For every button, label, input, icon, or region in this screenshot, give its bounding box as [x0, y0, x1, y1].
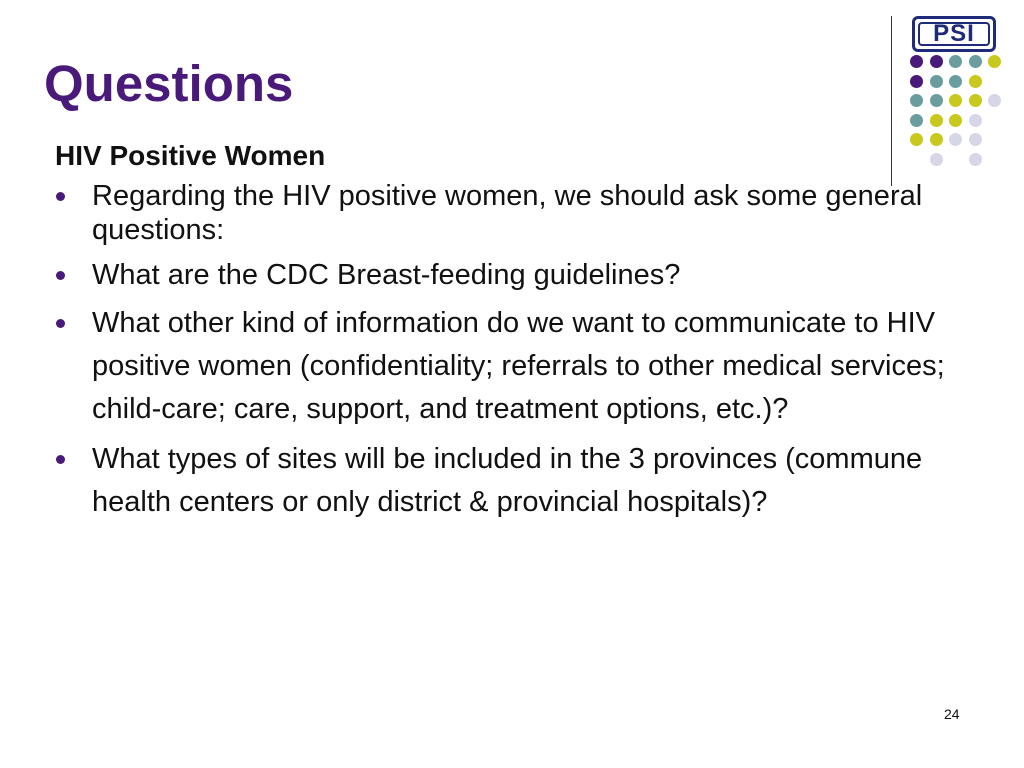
decorative-dot — [949, 75, 962, 88]
decorative-dot — [910, 75, 923, 88]
decorative-dot — [949, 55, 962, 68]
header-divider — [891, 16, 892, 186]
decorative-dot — [969, 114, 982, 127]
decorative-dot — [910, 94, 923, 107]
decorative-dot — [930, 114, 943, 127]
decorative-dot — [930, 153, 943, 166]
decorative-dot — [930, 133, 943, 146]
bullet-dot-icon — [56, 271, 65, 280]
decorative-dot — [910, 133, 923, 146]
decorative-dot — [969, 153, 982, 166]
bullet-dot-icon — [56, 319, 65, 328]
slide-title: Questions — [44, 55, 294, 112]
section-heading: HIV Positive Women — [55, 140, 326, 171]
bullet-dot-icon — [56, 192, 65, 201]
decorative-dot — [910, 55, 923, 68]
decorative-dot — [969, 94, 982, 107]
bullet-text: What are the CDC Breast-feeding guidelines? — [92, 259, 681, 291]
bullet-text: Regarding the HIV positive women, we should ask some general questions: — [92, 180, 923, 246]
decorative-dot — [949, 94, 962, 107]
decorative-dot — [930, 94, 943, 107]
decorative-dot-grid — [910, 55, 1010, 165]
page-number: 24 — [944, 706, 960, 722]
decorative-dot — [949, 133, 962, 146]
bullet-item — [54, 302, 954, 431]
psi-logo-text: PSI — [918, 22, 990, 46]
decorative-dot — [988, 94, 1001, 107]
decorative-dot — [969, 133, 982, 146]
decorative-dot — [988, 55, 1001, 68]
decorative-dot — [969, 75, 982, 88]
decorative-dot — [949, 114, 962, 127]
decorative-dot — [930, 55, 943, 68]
bullet-item — [54, 179, 954, 247]
bullet-text: What types of sites will be included in the 3 provinces (commune health centers or only district & provincial hospitals)? — [92, 443, 923, 518]
decorative-dot — [969, 55, 982, 68]
bullet-text: What other kind of information do we want to communicate to HIV positive women (confidentiality; referrals to other medical services; child-care; care, support, and treatment options, etc.)? — [92, 307, 945, 425]
bullet-dot-icon — [56, 455, 65, 464]
decorative-dot — [910, 114, 923, 127]
bullet-item — [54, 438, 954, 524]
decorative-dot — [930, 75, 943, 88]
bullet-list — [54, 179, 954, 524]
bullet-item — [54, 258, 954, 292]
psi-logo — [912, 16, 996, 52]
